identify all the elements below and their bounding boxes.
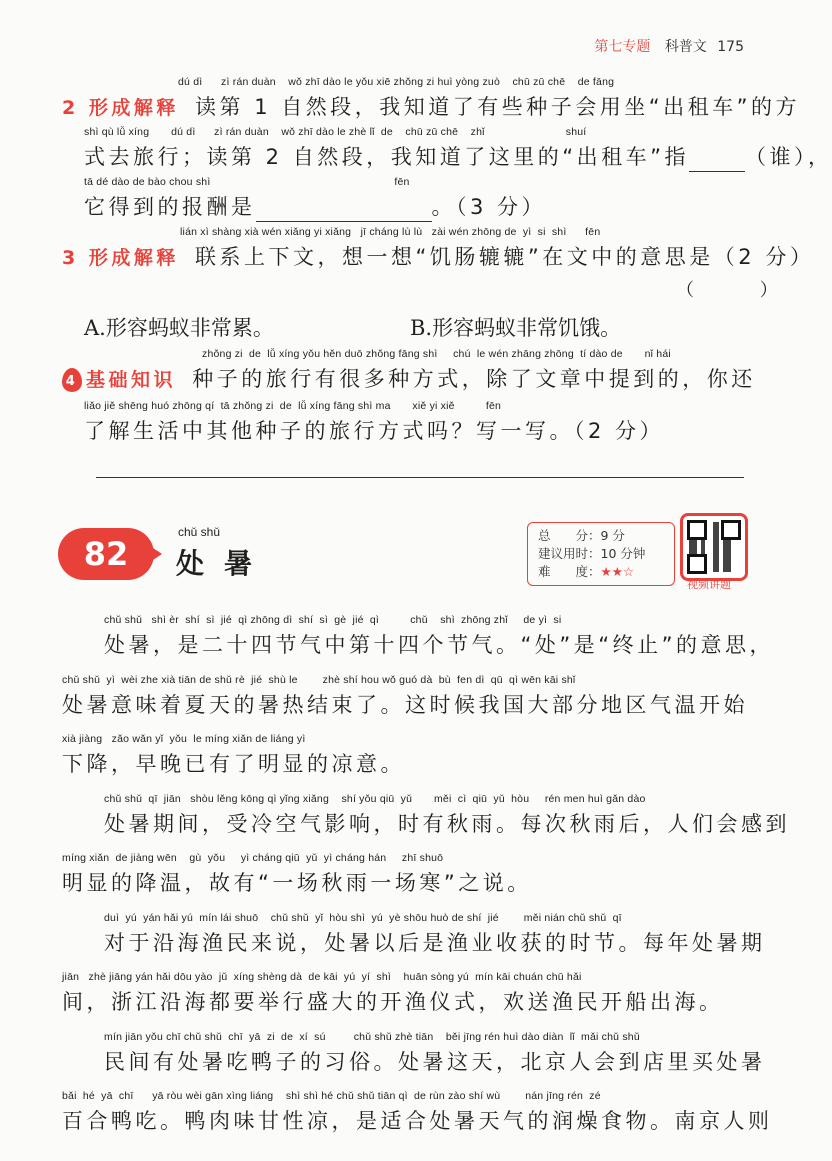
q2-text-3b: 。（3 分） (431, 195, 547, 219)
passage-text: 处暑意味着夏天的暑热结束了。这时候我国大部分地区气温开始 (62, 693, 748, 717)
video-explain-label[interactable]: 视频讲题 (687, 578, 731, 591)
passage-pinyin: xià jiàng zǎo wǎn yǐ yǒu le míng xiǎn de liáng yì (62, 733, 306, 745)
passage-line (104, 908, 766, 958)
passage-pinyin: mín jiān yǒu chī chǔ shǔ chī yā zi de xí sú chǔ shǔ zhè tiān běi jīng rén huì dào diàn lǐ mǎi chǔ shǔ (104, 1031, 640, 1043)
qr-corner (687, 554, 707, 574)
answer-blank-who[interactable] (689, 149, 745, 172)
difficulty-label: 难 度： (538, 564, 601, 579)
q2-line-3 (84, 172, 546, 222)
q2-pinyin-3: tā dé dào de bào chou shì fēn (84, 176, 410, 188)
passage-text: 明显的降温，故有“一场秋雨一场寒”之说。 (62, 871, 532, 895)
q4-pinyin-1: zhǒng zi de lǚ xíng yǒu hěn duō zhǒng fāng shì chú le wén zhāng zhōng tí dào de nǐ hái (202, 348, 671, 360)
lesson-title-pinyin: chǔ shǔ (178, 525, 221, 539)
passage-line (62, 967, 724, 1017)
qr-code-icon[interactable] (680, 513, 748, 581)
passage-pinyin: chǔ shǔ qī jiān shòu lěng kōng qì yǐng xiǎng shí yǒu qiū yǔ měi cì qiū yǔ hòu rén men huì gǎn dào (104, 793, 646, 805)
lesson-info-box (527, 522, 675, 586)
passage-pinyin: duì yú yán hǎi yú mín lái shuō chǔ shǔ yǐ hòu shì yú yè shōu huò de shí jié měi nián chǔ shǔ qī (104, 912, 622, 924)
q2-pinyin-1: dú dì zì rán duàn wǒ zhī dào le yǒu xiē zhǒng zi huì yòng zuò chū zū chē de fāng (178, 76, 615, 88)
page-header (594, 36, 744, 56)
q3-pinyin-1: lián xì shàng xià wén xiǎng yi xiǎng jī cháng lù lù zài wén zhōng de yì si shì fēn (180, 226, 601, 238)
q3-text-1: 联系上下文，想一想“饥肠辘辘”在文中的意思是（2 分） (195, 245, 815, 269)
q2-text-2b: （谁）， (744, 145, 832, 169)
option-a[interactable]: A.形容蚂蚁非常累。 (84, 316, 274, 340)
question-2 (62, 72, 800, 122)
passage-line (104, 1027, 766, 1077)
passage-text: 处暑期间，受冷空气影响，时有秋雨。每次秋雨后，人们会感到 (104, 812, 790, 836)
passage-pinyin: bǎi hé yā chī yā ròu wèi gān xìng liáng shì shì hé chǔ shǔ tiān qì de rùn zào shí wù nán jīng rén zé (62, 1090, 601, 1102)
q4-line-2 (84, 396, 664, 446)
difficulty (538, 563, 664, 581)
q4-tag: 基础知识 (86, 369, 177, 391)
passage-pinyin: chǔ shǔ yì wèi zhe xià tiān de shǔ rè jié shù le zhè shí hou wǒ guó dà bù fen dì qū qì wēn kāi shǐ (62, 674, 576, 686)
passage-line (104, 610, 774, 660)
category-label: 科普文 (664, 39, 707, 55)
lesson-number: 82 (58, 528, 154, 580)
passage-line (62, 1086, 773, 1136)
qr-corner (687, 520, 707, 540)
q2-line-2 (84, 122, 832, 172)
difficulty-stars-icon: ★★☆ (600, 564, 635, 579)
q4-text-2: 了解生活中其他种子的旅行方式吗？写一写。（2 分） (84, 419, 665, 443)
q2-line-1 (62, 92, 800, 122)
passage-text: 处暑，是二十四节气中第十四个节气。“处”是“终止”的意思， (104, 633, 775, 657)
suggested-time: 建议用时：10 分钟 (538, 546, 646, 561)
q4-pinyin-2: liǎo jiě shēng huó zhōng qí tā zhǒng zi de lǚ xíng fāng shì ma xiě yi xiě fēn (84, 400, 502, 412)
passage-text: 对于沿海渔民来说，处暑以后是渔业收获的时节。每年处暑期 (104, 931, 766, 955)
passage-line (62, 670, 748, 720)
passage-text: 间，浙江沿海都要举行盛大的开渔仪式，欢送渔民开船出海。 (62, 990, 724, 1014)
answer-blank-reward[interactable] (256, 199, 432, 222)
q2-text-1: 读第 1 自然段，我知道了有些种子会用坐“出租车”的方 (195, 95, 800, 119)
flame-number-icon: 4 (62, 368, 82, 392)
passage-text: 民间有处暑吃鸭子的习俗。处暑这天，北京人会到店里买处暑 (104, 1050, 766, 1074)
passage-pinyin: míng xiǎn de jiàng wēn gù yǒu yì cháng qiū yǔ yì cháng hán zhī shuō (62, 852, 444, 864)
answer-parentheses[interactable]: （ ） (676, 280, 808, 301)
passage-text: 下降，早晚已有了明显的凉意。 (62, 752, 405, 776)
passage-line (62, 729, 405, 779)
answer-line[interactable] (96, 477, 744, 478)
passage-pinyin: chǔ shǔ shì èr shí sì jié qì zhōng dì shí sì gè jié qì chǔ shì zhōng zhǐ de yì si (104, 614, 562, 626)
passage-pinyin: jiān zhè jiāng yán hǎi dōu yào jǔ xíng shèng dà de kāi yú yí shì huān sòng yú mín kāi chuán chū hǎi (62, 971, 582, 983)
passage-line (62, 848, 532, 898)
q2-text-2a: 式去旅行；读第 2 自然段，我知道了这里的“出租车”指 (84, 145, 689, 169)
lesson-title: 处暑 (176, 547, 273, 580)
option-b[interactable]: B.形容蚂蚁非常饥饿。 (410, 316, 622, 340)
q2-text-3a: 它得到的报酬是 (84, 195, 256, 219)
passage-text: 百合鸭吃。鸭肉味甘性凉，是适合处暑天气的润燥食物。南京人则 (62, 1109, 773, 1133)
question-4 (62, 344, 756, 394)
q4-text-1: 种子的旅行有很多种方式，除了文章中提到的，你还 (192, 367, 756, 391)
passage-line (104, 789, 790, 839)
chapter-label: 第七专题 (594, 39, 651, 55)
page-number: 175 (717, 39, 744, 55)
question-3 (62, 222, 814, 272)
q3-tag: 3 形成解释 (62, 247, 179, 269)
q2-tag: 2 形成解释 (62, 97, 179, 119)
lesson-number-badge (58, 528, 158, 580)
total-score: 总 分：9 分 (538, 528, 625, 543)
q2-pinyin-2: shì qù lǚ xíng dú dì zì rán duàn wǒ zhī dào le zhè lǐ de chū zū chē zhǐ shuí (84, 126, 587, 138)
qr-corner (721, 520, 741, 540)
